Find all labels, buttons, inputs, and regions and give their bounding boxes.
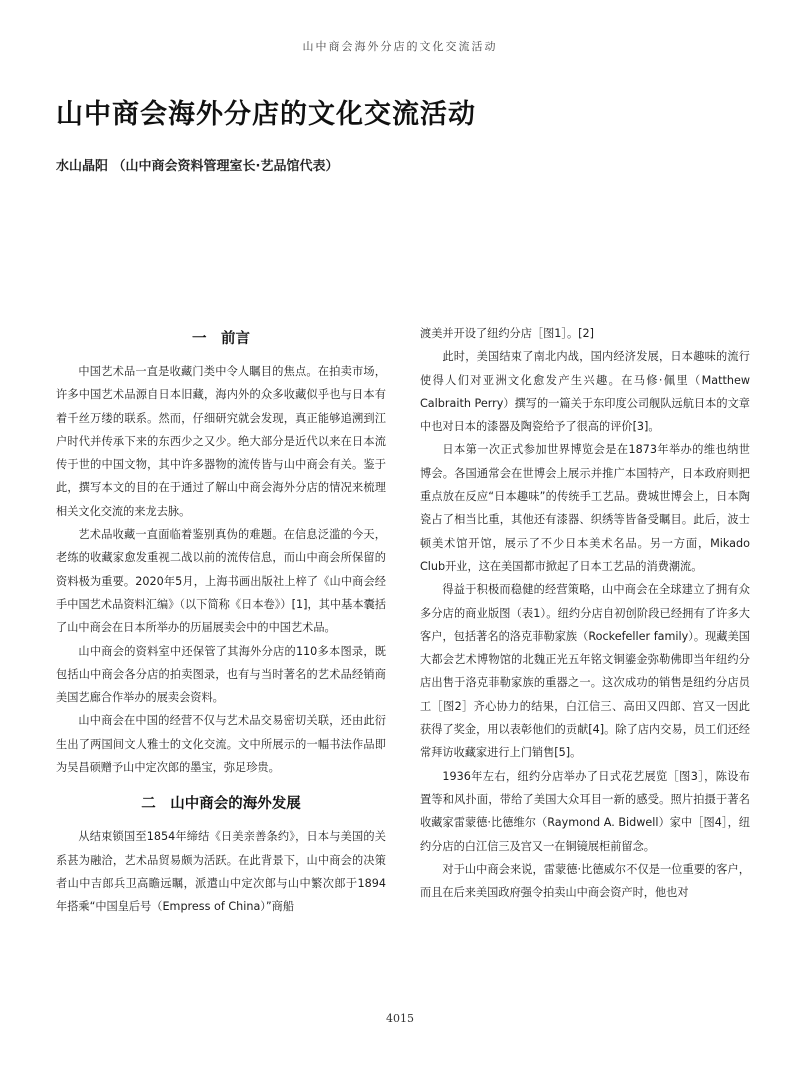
body-paragraph: 中国艺术品一直是收藏门类中令人瞩目的焦点。在拍卖市场，许多中国艺术品源自日本旧藏，海内外的众多收藏似乎也与日本有着千丝万缕的联系。然而，仔细研究就会发现，真正能够追溯到江户时代并传承下来的东西少之又少。绝大部分是近代以来在日本流传于世的中国文物，其中许多器物的流传皆与山中商会有关。鉴于此，撰写本文的目的在于通过了解山中商会海外分店的情况来梳理相关文化交流的来龙去脉。 (56, 365, 386, 518)
body-paragraph: 得益于积极而稳健的经营策略，山中商会在全球建立了拥有众多分店的商业版图（表1）。纽约分店自初创阶段已经拥有了许多大客户，包括著名的洛克菲勒家族（Rockefeller family）。现藏美国大都会艺术博物馆的北魏正光五年铭文铜鎏金弥勒佛即当年纽约分店出售于洛克菲勒家族的重器之一。这次成功的销售是纽约分店员工［图2］齐心协力的结果，白江信三、高田又四郎、宫又一因此获得了奖金，用以表彰他们的贡献[4]。除了店内交易，员工们还经常拜访收藏家进行上门销售[5]。 (420, 583, 750, 760)
left-column (56, 322, 386, 919)
author-line: 水山晶阳 （山中商会资料管理室长·艺品馆代表） (56, 159, 339, 174)
body-paragraph: 渡美并开设了纽约分店［图1］。[2] (420, 327, 594, 340)
body-paragraph: 1936年左右，纽约分店举办了日式花艺展览［图3］，陈设布置等和风扑面，带给了美国大众耳目一新的感受。照片拍摄于著名收藏家雷蒙德·比德维尔（Raymond A. Bidwell）家中［图4］，纽约分店的白江信三及宫又一在铜镜展柜前留念。 (420, 769, 750, 853)
body-paragraph: 山中商会在中国的经营不仅与艺术品交易密切关联，还由此衍生出了两国间文人雅士的文化交流。文中所展示的一幅书法作品即为吴昌硕赠予山中定次郎的墨宝，弥足珍贵。 (56, 714, 386, 775)
body-paragraph: 山中商会的资料室中还保管了其海外分店的110多本图录，既包括山中商会各分店的拍卖图录，也有与当时著名的艺术品经销商美国艺廊合作举办的展卖会资料。 (56, 644, 386, 705)
running-head: 山中商会海外分店的文化交流活动 (302, 40, 498, 53)
article-title: 山中商会海外分店的文化交流活动 (56, 99, 476, 130)
section-heading: 二 山中商会的海外发展 (141, 795, 301, 813)
body-paragraph: 从结束锁国至1854年缔结《日美亲善条约》，日本与美国的关系甚为融洽，艺术品贸易颇为活跃。在此背景下，山中商会的决策者山中吉郎兵卫高瞻远瞩，派遣山中定次郎与山中繁次郎于1894年搭乘“中国皇后号（Empress of China）”商船 (56, 830, 386, 914)
body-paragraph: 日本第一次正式参加世界博览会是在1873年举办的维也纳世博会。各国通常会在世博会上展示并推广本国特产，日本政府则把重点放在反应“日本趣味”的传统手工艺品。费城世博会上，日本陶瓷占了相当比重，其他还有漆器、织绣等皆备受瞩目。此后，波士顿美术馆开馆，展示了不少日本美术名品。另一方面，Mikado Club开业，这在美国都市掀起了日本工艺品的消费潮流。 (420, 443, 750, 573)
body-paragraph: 对于山中商会来说，雷蒙德·比德威尔不仅是一位重要的客户，而且在后来美国政府强令拍卖山中商会资产时，他也对 (420, 862, 750, 900)
body-paragraph: 此时，美国结束了南北内战，国内经济发展，日本趣味的流行使得人们对亚洲文化愈发产生兴趣。在马修·佩里（Matthew Calbraith Perry）撰写的一篇关于东印度公司舰队远航日本的文章中也对日本的漆器及陶瓷给予了很高的评价[3]。 (420, 350, 750, 434)
section-heading: 一 前言 (192, 330, 250, 347)
page-number: 4015 (386, 1012, 414, 1025)
body-paragraph: 艺术品收藏一直面临着鉴别真伪的难题。在信息泛滥的今天，老练的收藏家愈发重视二战以前的流传信息，而山中商会所保留的资料极为重要。2020年5月，上海书画出版社上梓了《山中商会经手中国艺术品资料汇编》（以下简称《日本卷》）[1]，其中基本囊括了山中商会在日本所举办的历届展卖会中的中国艺术品。 (56, 528, 386, 635)
right-column (420, 322, 750, 904)
